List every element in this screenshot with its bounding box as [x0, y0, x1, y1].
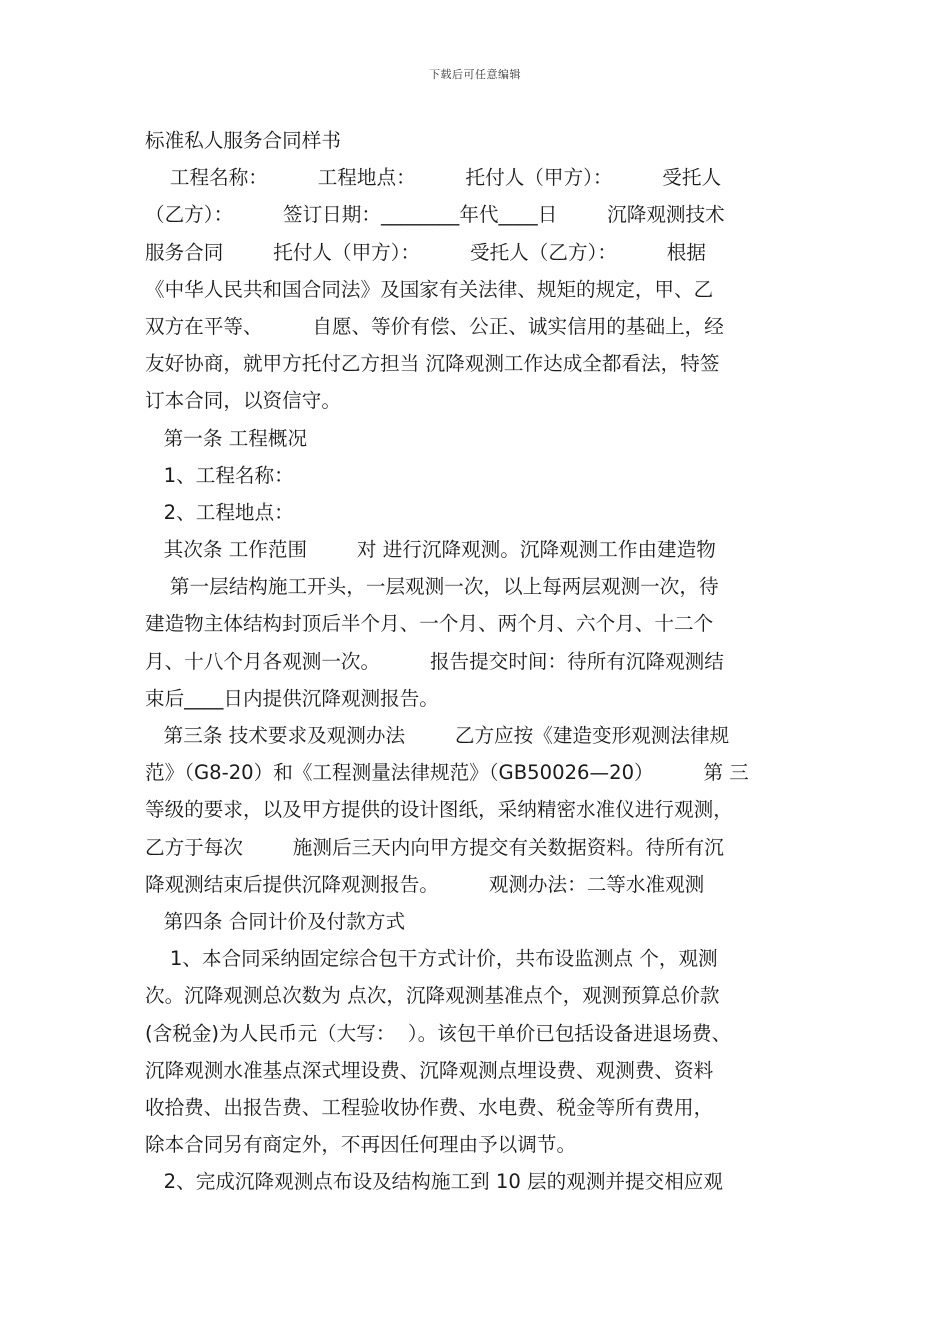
text-line: 其次条 工作范围 对 进行沉降观测。沉降观测工作由建造物 [145, 538, 716, 562]
text-line: 1、工程名称： [145, 463, 294, 487]
text-line: 双方在平等、 自愿、等价有偿、公正、诚实信用的基础上，经 [145, 314, 724, 338]
text-line: 友好协商，就甲方托付乙方担当 沉降观测工作达成全都看法，特签 [145, 352, 720, 376]
text-line: 收拾费、出报告费、工程验收协作费、水电费、税金等所有费用， [145, 1095, 714, 1119]
text-line: 月、十八个月各观测一次。 报告提交时间：待所有沉降观测结 [145, 649, 724, 673]
page-header: 下载后可任意编辑 [429, 68, 521, 81]
text-line: 第三条 技术要求及观测办法 乙方应按《建造变形观测法律规 [145, 724, 730, 747]
text-line: 束后____日内提供沉降观测报告。 [145, 686, 439, 710]
text-line: 工程名称： 工程地点： 托付人（甲方）： 受托人 [145, 166, 722, 190]
text-line: （乙方）： 签订日期：________年代____日 沉降观测技术 [145, 203, 725, 227]
text-line: 第一层结构施工开头，一层观测一次，以上每两层观测一次，待 [145, 575, 719, 599]
text-line: 2、完成沉降观测点布设及结构施工到 10 层的观测并提交相应观 [145, 1170, 723, 1194]
text-line: 范》（G8-20）和《工程测量法律规范》（GB50026—20） 第 三 [145, 761, 749, 785]
text-line: 乙方于每次 施测后三天内向甲方提交有关数据资料。待所有沉 [145, 835, 724, 859]
text-line: 建造物主体结构封顶后半个月、一个月、两个月、六个月、十二个 [145, 612, 714, 636]
text-line: 服务合同 托付人（甲方）： 受托人（乙方）： 根据 [145, 240, 706, 264]
text-line: 次。沉降观测总次数为 点次，沉降观测基准点个，观测预算总价款 [145, 984, 720, 1008]
text-line: 除本合同另有商定外，不再因任何理由予以调节。 [145, 1133, 577, 1157]
text-line: 降观测结束后提供沉降观测报告。 观测办法：二等水准观测 [145, 872, 705, 896]
text-line: 第一条 工程概况 [145, 426, 308, 450]
text-line: 1、本合同采纳固定综合包干方式计价，共布设监测点 个，观测 [145, 947, 718, 971]
text-line: 2、工程地点： [145, 500, 294, 524]
text-line: 标准私人服务合同样书 [145, 129, 341, 152]
document-body [145, 122, 807, 1200]
text-line: 第四条 合同计价及付款方式 [145, 909, 406, 933]
text-line: 等级的要求，以及甲方提供的设计图纸，采纳精密水准仪进行观测， [145, 798, 733, 822]
text-line: (含税金)为人民币元（大写： ）。该包干单价已包括设备进退场费、 [145, 1021, 732, 1045]
text-line: 沉降观测水准基点深式埋设费、沉降观测点埋设费、观测费、资料 [145, 1058, 714, 1082]
text-line: 《中华人民共和国合同法》及国家有关法律、规矩的规定，甲、乙 [145, 277, 714, 301]
text-line: 订本合同，以资信守。 [145, 389, 341, 413]
